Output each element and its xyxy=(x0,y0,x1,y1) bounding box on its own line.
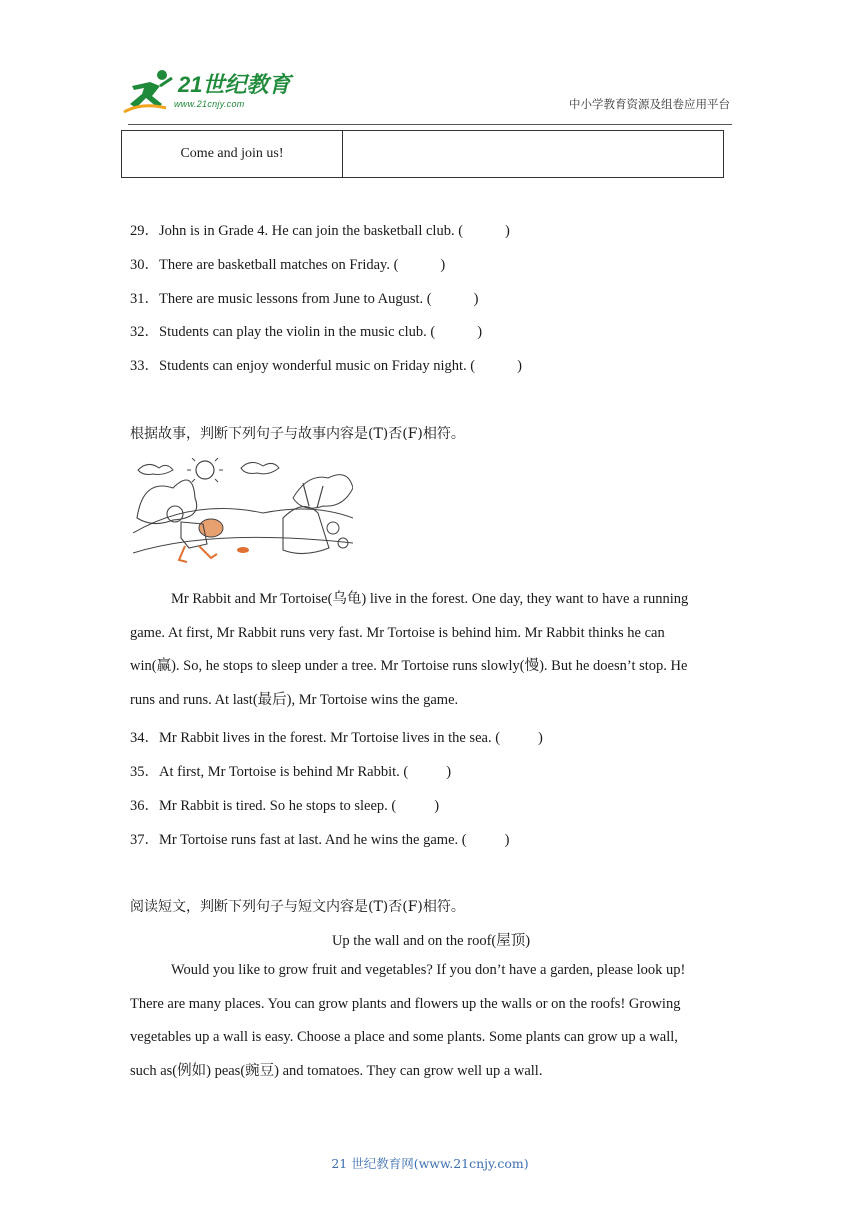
question-text: Students can play the violin in the music club. ( xyxy=(159,324,436,340)
question-close: ) xyxy=(477,324,483,340)
question-number: 34． xyxy=(130,730,159,746)
site-logo xyxy=(122,68,292,116)
logo-url: www.21cnjy.com xyxy=(174,99,245,109)
rabbit-tortoise-illustration xyxy=(133,458,353,573)
question-number: 29． xyxy=(130,223,159,239)
question-close: ) xyxy=(538,730,543,746)
story-line: runs and runs. At last(最后), Mr Tortoise wins the game. xyxy=(130,692,459,709)
header-platform-text: 中小学教育资源及组卷应用平台 xyxy=(569,97,730,111)
header-divider xyxy=(128,124,732,125)
question-number: 30． xyxy=(130,257,159,273)
section-instruction: 阅读短文，判断下列句子与短文内容是(T)否(F)相符。 xyxy=(130,899,465,915)
story-paragraph xyxy=(130,583,732,718)
passage-paragraph xyxy=(130,954,732,1089)
question-number: 37． xyxy=(130,832,159,848)
question-text: Students can enjoy wonderful music on Friday night. ( xyxy=(159,358,476,374)
question-35 xyxy=(130,760,451,781)
question-text: There are music lessons from June to August. ( xyxy=(159,291,432,307)
question-close: ) xyxy=(473,291,479,307)
running-man-icon xyxy=(122,68,178,114)
page-footer: 21 世纪教育网(www.21cnjy.com) xyxy=(331,1156,529,1171)
passage-line: vegetables up a wall is easy. Choose a place and some plants. Some plants can grow up a wall, xyxy=(130,1029,678,1046)
question-close: ) xyxy=(505,223,510,239)
story-line: game. At first, Mr Rabbit runs very fast. Mr Tortoise is behind him. Mr Rabbit thinks he can xyxy=(130,624,665,641)
logo-text: 21世纪教育 xyxy=(178,72,291,97)
question-text: Mr Tortoise runs fast at last. And he wins the game. ( xyxy=(159,832,467,848)
question-32 xyxy=(130,320,482,341)
question-number: 35． xyxy=(130,764,159,780)
question-31 xyxy=(130,287,478,308)
question-close: ) xyxy=(517,358,522,374)
question-29 xyxy=(130,219,510,240)
table-cell-left: Come and join us! xyxy=(122,131,343,178)
question-text: At first, Mr Tortoise is behind Mr Rabbit. ( xyxy=(159,764,409,780)
question-close: ) xyxy=(440,257,446,273)
table-cell-right xyxy=(343,131,724,178)
club-table xyxy=(121,130,724,178)
question-33 xyxy=(130,354,522,375)
passage-line: Would you like to grow fruit and vegetables? If you don’t have a garden, please look up! xyxy=(171,962,686,978)
question-34 xyxy=(130,726,543,747)
story-line: win(赢). So, he stops to sleep under a tree. Mr Tortoise runs slowly(慢). But he doesn’t stop. He xyxy=(130,658,688,675)
story-line: Mr Rabbit and Mr Tortoise(乌龟) live in the forest. One day, they want to have a running xyxy=(171,591,689,607)
question-close: ) xyxy=(434,798,440,814)
question-text: John is in Grade 4. He can join the basketball club. ( xyxy=(159,223,464,239)
question-close: ) xyxy=(446,764,452,780)
question-close: ) xyxy=(504,832,510,848)
question-number: 33． xyxy=(130,358,159,374)
question-number: 32． xyxy=(130,324,159,340)
passage-line: There are many places. You can grow plants and flowers up the walls or on the roofs! Growing xyxy=(130,995,681,1012)
table-row xyxy=(122,131,724,178)
question-30 xyxy=(130,253,445,274)
page-header xyxy=(0,0,860,125)
question-number: 31． xyxy=(130,291,159,307)
passage-title: Up the wall and on the roof(屋顶) xyxy=(331,933,531,949)
passage-line: such as(例如) peas(豌豆) and tomatoes. They can grow well up a wall. xyxy=(130,1063,543,1080)
question-text: Mr Rabbit is tired. So he stops to sleep. ( xyxy=(159,798,397,814)
question-text: Mr Rabbit lives in the forest. Mr Tortoise lives in the sea. ( xyxy=(159,730,501,746)
question-37 xyxy=(130,828,509,849)
question-text: There are basketball matches on Friday. ( xyxy=(159,257,399,273)
question-36 xyxy=(130,794,439,815)
section-instruction: 根据故事，判断下列句子与故事内容是(T)否(F)相符。 xyxy=(130,426,465,442)
question-number: 36． xyxy=(130,798,159,814)
